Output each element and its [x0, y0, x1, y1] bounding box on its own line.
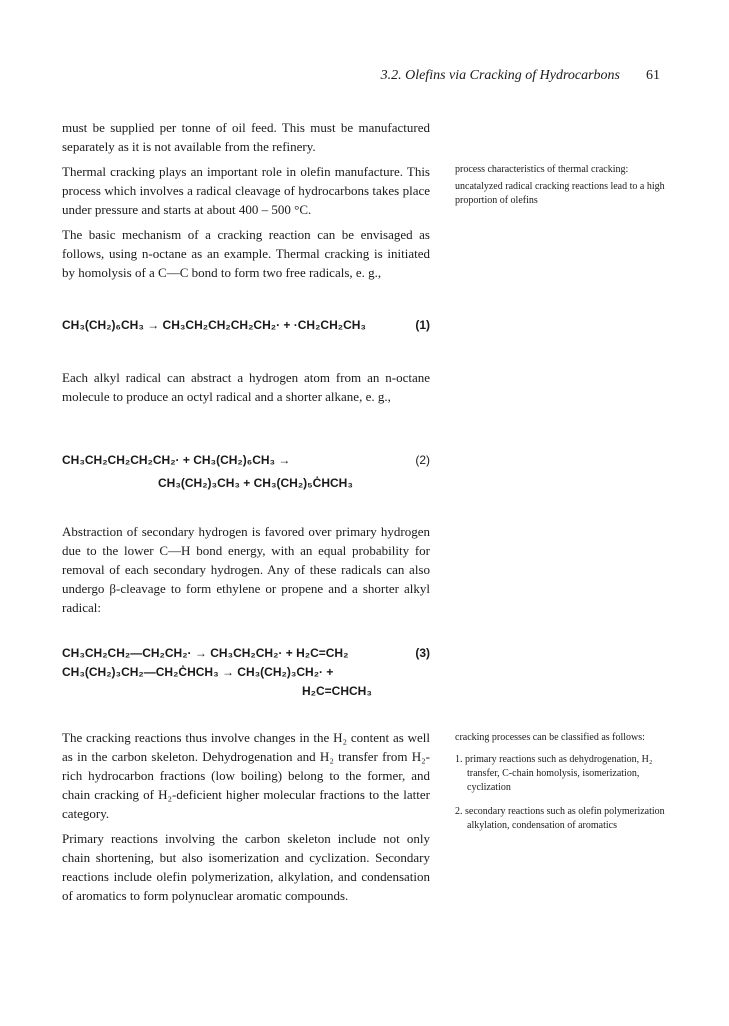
margin-note-1-title: process characteristics of thermal cracking: — [455, 164, 629, 175]
margin-note-2-item-1: 1. primary reactions such as dehydrogenation, H₂ transfer, C-chain homolysis, isomerization, cyclization — [455, 754, 653, 793]
equation-1-line — [62, 316, 430, 335]
equation-3-number: (3) — [415, 646, 430, 660]
equation-2-text-2: CH₃(CH₂)₃CH₃ + CH₃(CH₂)₅ĊHCH₃ — [158, 476, 353, 490]
equation-1-text: CH₃(CH₂)₆CH₃ → CH₃CH₂CH₂CH₂CH₂· + ·CH₂CH₂CH₃ — [62, 318, 366, 332]
equation-1 — [62, 316, 430, 335]
body-text-bottom — [62, 728, 430, 911]
equation-3-text-2: CH₃(CH₂)₃CH₂—CH₂ĊHCH₃ → CH₃(CH₂)₃CH₂· + — [62, 665, 334, 679]
equation-3-text-1: CH₃CH₂CH₂—CH₂CH₂· → CH₃CH₂CH₂· + H₂C=CH₂ — [62, 646, 349, 660]
margin-note-thermal-cracking — [455, 163, 670, 211]
equation-2-line-1 — [62, 451, 430, 470]
equation-3 — [62, 644, 430, 701]
equation-2-text-1: CH₃CH₂CH₂CH₂CH₂· + CH₃(CH₂)₆CH₃ → — [62, 453, 291, 467]
running-title: 3.2. Olefins via Cracking of Hydrocarbons — [380, 68, 620, 83]
body-text-abstraction — [62, 368, 430, 412]
equation-2 — [62, 451, 430, 493]
equation-3-line-2 — [62, 663, 430, 682]
equation-3-line-1 — [62, 644, 430, 663]
equation-3-line-3 — [62, 682, 430, 701]
paragraph-7: Primary reactions involving the carbon skeleton include not only chain shortening, but also isomerization and cyclization. Secondary reactions include olefin polymerization, alkylation, and condensation of aromatics to form polynuclear aromatic compounds. — [62, 831, 430, 903]
margin-note-classification — [455, 731, 670, 843]
page-number: 61 — [646, 68, 660, 83]
paragraph-4: Each alkyl radical can abstract a hydrogen atom from an n-octane molecule to produce an octyl radical and a shorter alkane, e. g., — [62, 370, 430, 404]
body-text-beta-cleavage — [62, 522, 430, 623]
running-header — [330, 68, 660, 84]
paragraph-1: must be supplied per tonne of oil feed. This must be manufactured separately as it is not available from the refinery. — [62, 120, 430, 154]
paragraph-3: The basic mechanism of a cracking reaction can be envisaged as follows, using n-octane as an example. Thermal cracking is initiated by homolysis of a C—C bond to form two free radicals, e. g., — [62, 227, 430, 280]
paragraph-6: The cracking reactions thus involve changes in the H₂ content as well as in the carbon skeleton. Dehydrogenation and H₂ transfer from H₂-rich hydrocarbon fractions (low boiling) belong to the former, and chain cracking of H₂-deficient higher molecular fractions to the latter category. — [62, 730, 430, 821]
paragraph-2: Thermal cracking plays an important role in olefin manufacture. This process which involves a radical cleavage of hydrocarbons takes place under pressure and starts at about 400 – 500 °C. — [62, 164, 430, 217]
equation-3-text-3: H₂C=CHCH₃ — [302, 684, 372, 698]
margin-note-2-item-2: 2. secondary reactions such as olefin polymerization alkylation, condensation of aromatics — [455, 806, 665, 831]
equation-2-line-2 — [62, 474, 430, 493]
body-text-top — [62, 118, 430, 288]
margin-note-2-title: cracking processes can be classified as follows: — [455, 732, 645, 743]
equation-1-number: (1) — [415, 318, 430, 332]
margin-note-1-body: uncatalyzed radical cracking reactions lead to a high proportion of olefins — [455, 181, 665, 206]
equation-2-number: (2) — [415, 453, 430, 467]
paragraph-5: Abstraction of secondary hydrogen is favored over primary hydrogen due to the lower C—H bond energy, with an equal probability for removal of each secondary hydrogen. Any of these radicals can also undergo β-cleavage to form ethylene or propene and a shorter alkyl radical: — [62, 524, 430, 615]
